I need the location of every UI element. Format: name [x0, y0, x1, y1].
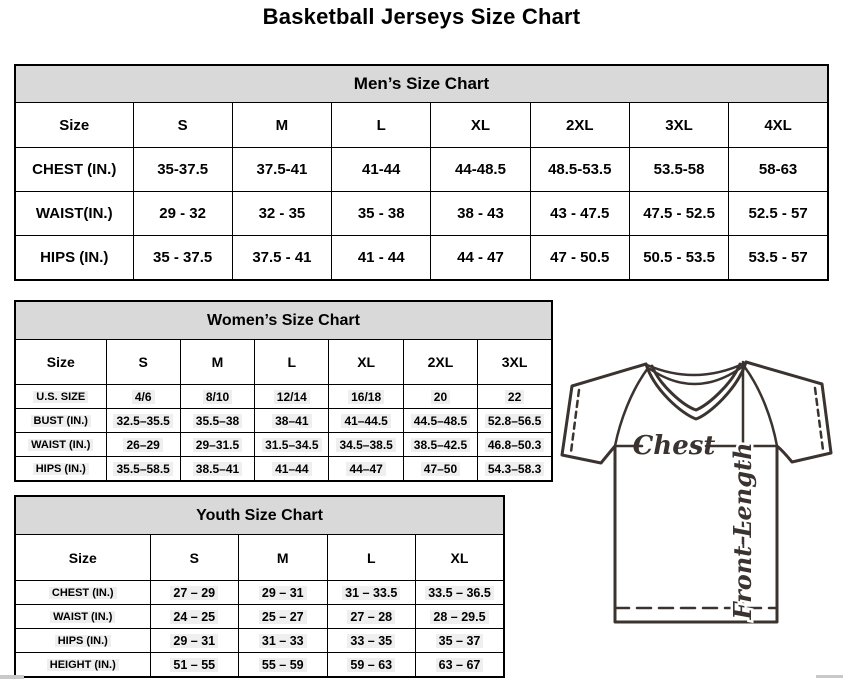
column-header: L — [327, 535, 416, 581]
cell-value: 59 – 63 — [347, 658, 395, 672]
cell-value: 44–47 — [346, 462, 385, 476]
row-label — [15, 385, 106, 409]
cell-value: 22 — [505, 390, 524, 404]
cell-value: 35 – 37 — [436, 634, 484, 648]
row-label-text: WAIST (IN.) — [28, 439, 93, 451]
front-length-label: Front Length — [728, 442, 757, 620]
table-title-row — [15, 65, 828, 103]
jersey-diagram — [556, 356, 840, 628]
row-label-text: WAIST (IN.) — [50, 611, 115, 623]
table-cell — [329, 433, 403, 457]
cell-value: 29 – 31 — [170, 634, 218, 648]
table-cell — [239, 605, 328, 629]
cell-value: 63 – 67 — [436, 658, 484, 672]
table-cell — [329, 409, 403, 433]
column-header: L — [255, 340, 329, 385]
table-cell — [150, 653, 239, 678]
cell-value: 8/10 — [203, 390, 232, 404]
cell-value: 27 – 28 — [347, 610, 395, 624]
jersey-right-seam — [744, 366, 777, 446]
table-cell: 35-37.5 — [133, 148, 232, 192]
scrollbar-fragment-right[interactable] — [816, 675, 843, 678]
jersey-outline — [562, 362, 831, 622]
table-row — [15, 605, 504, 629]
table-cell: 37.5 - 41 — [232, 236, 331, 281]
cell-value: 25 – 27 — [259, 610, 307, 624]
scrollbar-fragment-left[interactable] — [0, 675, 24, 679]
column-header: S — [150, 535, 239, 581]
chest-label: Chest — [632, 431, 716, 461]
table-cell — [106, 409, 180, 433]
row-label — [15, 457, 106, 482]
cell-value: 35.5–38 — [193, 414, 242, 428]
row-label — [15, 653, 150, 678]
cell-value: 35.5–58.5 — [113, 462, 172, 476]
table-cell — [416, 653, 505, 678]
row-label: CHEST (IN.) — [15, 148, 133, 192]
table-cell — [150, 581, 239, 605]
table-row — [15, 433, 552, 457]
cell-value: 28 – 29.5 — [430, 610, 488, 624]
table-cell — [255, 457, 329, 482]
table-cell: 52.5 - 57 — [729, 192, 828, 236]
table-cell — [239, 653, 328, 678]
table-row — [15, 629, 504, 653]
cell-value: 33.5 – 36.5 — [425, 586, 494, 600]
table-title-row — [15, 496, 504, 535]
table-row — [15, 457, 552, 482]
size-header: Size — [15, 103, 133, 148]
cell-value: 31 – 33.5 — [342, 586, 400, 600]
table-cell — [478, 409, 552, 433]
row-label: WAIST(IN.) — [15, 192, 133, 236]
cell-value: 55 – 59 — [259, 658, 307, 672]
table-cell: 35 - 38 — [332, 192, 431, 236]
cell-value: 38.5–42.5 — [411, 438, 470, 452]
mens-size-table — [14, 64, 829, 281]
jersey-illustration — [556, 356, 840, 628]
table-cell: 44-48.5 — [431, 148, 530, 192]
row-label-text: U.S. SIZE — [33, 391, 88, 403]
table-cell — [478, 433, 552, 457]
cell-value: 27 – 29 — [170, 586, 218, 600]
table-cell: 58-63 — [729, 148, 828, 192]
table-cell — [327, 605, 416, 629]
row-label-text: HEIGHT (IN.) — [47, 659, 119, 671]
table-title: Men’s Size Chart — [15, 65, 828, 103]
column-header: 2XL — [403, 340, 477, 385]
row-label-text: HIPS (IN.) — [55, 635, 111, 647]
table-cell — [106, 385, 180, 409]
column-header: 4XL — [729, 103, 828, 148]
table-cell — [403, 385, 477, 409]
cell-value: 34.5–38.5 — [336, 438, 395, 452]
cell-value: 54.3–58.3 — [485, 462, 544, 476]
table-cell — [327, 629, 416, 653]
table-cell: 47.5 - 52.5 — [629, 192, 728, 236]
row-label — [15, 433, 106, 457]
size-header: Size — [15, 535, 150, 581]
row-label — [15, 581, 150, 605]
cell-value: 24 – 25 — [170, 610, 218, 624]
table-cell — [478, 385, 552, 409]
table-cell — [478, 457, 552, 482]
youth-size-table — [14, 495, 505, 678]
cell-value: 20 — [431, 390, 450, 404]
column-header: 3XL — [478, 340, 552, 385]
row-label-text: CHEST (IN.) — [49, 587, 117, 599]
table-cell: 35 - 37.5 — [133, 236, 232, 281]
table-row — [15, 148, 828, 192]
table-cell — [329, 385, 403, 409]
cell-value: 52.8–56.5 — [485, 414, 544, 428]
row-label: HIPS (IN.) — [15, 236, 133, 281]
column-header: XL — [431, 103, 530, 148]
table-cell — [403, 457, 477, 482]
cell-value: 32.5–35.5 — [113, 414, 172, 428]
cell-value: 33 – 35 — [347, 634, 395, 648]
table-cell — [239, 581, 328, 605]
cell-value: 47–50 — [421, 462, 460, 476]
table-row — [15, 409, 552, 433]
table-cell: 41-44 — [332, 148, 431, 192]
cell-value: 41–44 — [272, 462, 311, 476]
cell-value: 4/6 — [132, 390, 155, 404]
table-cell: 53.5-58 — [629, 148, 728, 192]
cell-value: 41–44.5 — [341, 414, 390, 428]
table-cell: 29 - 32 — [133, 192, 232, 236]
cell-value: 29–31.5 — [193, 438, 242, 452]
table-cell: 32 - 35 — [232, 192, 331, 236]
jersey-left-cuff-dashes — [571, 390, 579, 452]
table-cell: 41 - 44 — [332, 236, 431, 281]
page-title: Basketball Jerseys Size Chart — [262, 4, 581, 29]
row-label-text: HIPS (IN.) — [33, 463, 89, 475]
column-header: S — [106, 340, 180, 385]
row-label — [15, 409, 106, 433]
column-header-row — [15, 535, 504, 581]
table-title: Youth Size Chart — [15, 496, 504, 535]
table-cell — [255, 409, 329, 433]
column-header: XL — [416, 535, 505, 581]
table-row — [15, 236, 828, 281]
table-cell: 43 - 47.5 — [530, 192, 629, 236]
table-cell — [150, 605, 239, 629]
cell-value: 31.5–34.5 — [262, 438, 321, 452]
table-cell — [180, 409, 254, 433]
column-header: XL — [329, 340, 403, 385]
column-header: M — [180, 340, 254, 385]
cell-value: 16/18 — [348, 390, 384, 404]
column-header: M — [232, 103, 331, 148]
cell-value: 29 – 31 — [259, 586, 307, 600]
column-header-row — [15, 340, 552, 385]
table-cell — [416, 629, 505, 653]
table-cell — [416, 581, 505, 605]
cell-value: 38.5–41 — [193, 462, 242, 476]
table-title-row — [15, 301, 552, 340]
table-cell — [180, 433, 254, 457]
table-cell: 53.5 - 57 — [729, 236, 828, 281]
table-cell: 44 - 47 — [431, 236, 530, 281]
cell-value: 38–41 — [272, 414, 311, 428]
table-cell — [180, 457, 254, 482]
cell-value: 31 – 33 — [259, 634, 307, 648]
row-label-text: BUST (IN.) — [31, 415, 91, 427]
jersey-right-cuff-dashes — [815, 388, 823, 450]
table-title: Women’s Size Chart — [15, 301, 552, 340]
column-header: 3XL — [629, 103, 728, 148]
table-row — [15, 385, 552, 409]
column-header: M — [239, 535, 328, 581]
table-cell — [150, 629, 239, 653]
row-label — [15, 605, 150, 629]
cell-value: 26–29 — [123, 438, 162, 452]
cell-value: 46.8–50.3 — [485, 438, 544, 452]
table-cell: 50.5 - 53.5 — [629, 236, 728, 281]
table-cell — [403, 409, 477, 433]
table-cell: 37.5-41 — [232, 148, 331, 192]
table-cell: 48.5-53.5 — [530, 148, 629, 192]
table-cell — [327, 581, 416, 605]
table-cell — [106, 457, 180, 482]
row-label — [15, 629, 150, 653]
table-cell — [106, 433, 180, 457]
cell-value: 12/14 — [274, 390, 310, 404]
table-cell — [403, 433, 477, 457]
column-header: 2XL — [530, 103, 629, 148]
table-cell — [180, 385, 254, 409]
table-cell — [329, 457, 403, 482]
cell-value: 44.5–48.5 — [411, 414, 470, 428]
table-row — [15, 192, 828, 236]
cell-value: 51 – 55 — [170, 658, 218, 672]
table-cell — [239, 629, 328, 653]
column-header: L — [332, 103, 431, 148]
table-cell — [255, 433, 329, 457]
size-header: Size — [15, 340, 106, 385]
table-cell — [327, 653, 416, 678]
column-header-row — [15, 103, 828, 148]
table-cell — [255, 385, 329, 409]
womens-size-table — [14, 300, 553, 482]
table-cell — [416, 605, 505, 629]
table-row — [15, 653, 504, 678]
table-cell: 38 - 43 — [431, 192, 530, 236]
column-header: S — [133, 103, 232, 148]
table-cell: 47 - 50.5 — [530, 236, 629, 281]
table-row — [15, 581, 504, 605]
